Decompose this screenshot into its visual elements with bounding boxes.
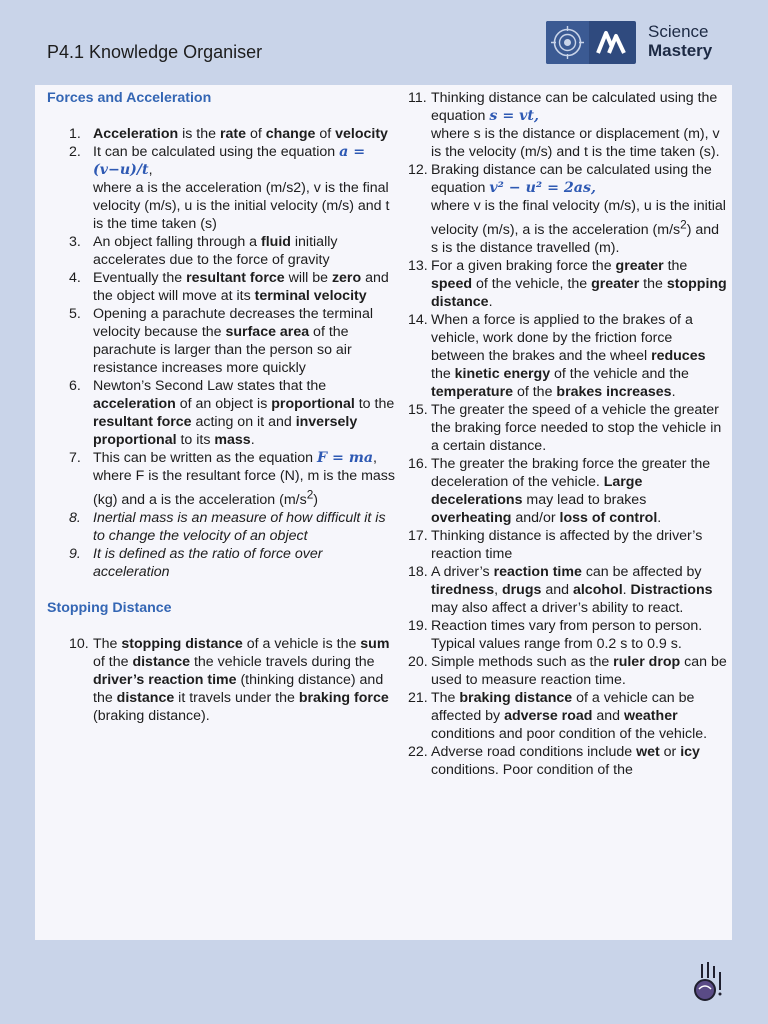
list-item — [47, 545, 397, 581]
list-item — [47, 509, 397, 545]
list-item — [408, 455, 728, 527]
list-item-number: 18. — [408, 563, 428, 580]
list-item — [47, 635, 397, 725]
list-item-text: Thinking distance is affected by the driver’s reaction time — [431, 527, 703, 562]
list-item-number: 12. — [408, 162, 428, 178]
list-item-text: When a force is applied to the brakes of a vehicle, work done by the friction force between the brakes and the wheel reduces the kinetic energy of the vehicle and the temperature of the brakes increases. — [431, 311, 706, 400]
brand-line-1: Science — [648, 22, 709, 41]
list-item — [47, 377, 397, 449]
list-item-text: An object falling through a fluid initially accelerates due to the force of gravity — [93, 234, 338, 268]
list-item-number: 14. — [408, 311, 428, 328]
list-item-number: 16. — [408, 455, 428, 472]
left-column — [47, 89, 397, 725]
list-item-text: Newton’s Second Law states that the acceleration of an object is proportional to the resultant force acting on it and inversely proportional to its mass. — [93, 378, 395, 448]
right-column — [408, 89, 728, 779]
section-heading-forces: Forces and Acceleration — [47, 90, 212, 106]
list-item — [408, 617, 728, 653]
list-item — [47, 143, 397, 233]
list-item — [47, 305, 397, 377]
list-item — [408, 563, 728, 617]
list-item-text: Inertial mass is an measure of how difficult it is to change the velocity of an object — [93, 509, 386, 544]
list-item-number: 2. — [69, 144, 81, 160]
list-item — [408, 689, 728, 743]
list-item-text: The stopping distance of a vehicle is the sum of the distance the vehicle travels during the driver’s reaction time (thinking distance) and the distance it travels under the braking force (braking distance). — [93, 635, 390, 724]
list-item-text: Adverse road conditions include wet or icy conditions. Poor condition of the — [431, 743, 700, 778]
forces-list — [47, 125, 397, 581]
list-item-text: Acceleration is the rate of change of velocity — [93, 126, 388, 142]
list-item-text: Braking distance can be calculated using the equation v² − u² = 2as, where v is the final velocity (m/s), u is the initial velocity (m/s), a is the acceleration $(m/s^2)$ and s is the distance travelled (m). — [431, 162, 726, 256]
list-item-text: Thinking distance can be calculated using the equation s = vt, where s is the distance or displacement (m), v is the velocity (m/s) and t is the time taken (s). — [431, 90, 720, 160]
list-item-number: 4. — [69, 270, 81, 286]
list-item-text: This can be written as the equation F = ma, where F is the resultant force (N), m is the mass (kg) and a is the acceleration $(m/s^2)$ — [93, 450, 395, 508]
list-item-number: 10. — [69, 635, 89, 652]
list-item-number: 15. — [408, 401, 428, 418]
list-item-text: It is defined as the ratio of force over acceleration — [93, 545, 323, 580]
page-title: P4.1 Knowledge Organiser — [47, 42, 263, 62]
list-item — [408, 653, 728, 689]
list-item-text: The greater the braking force the greater the deceleration of the vehicle. Large decelerations may lead to brakes overheating and/or loss of control. — [431, 455, 711, 526]
list-item-number: 17. — [408, 527, 428, 544]
list-item-text: Eventually the resultant force will be zero and the object will move at its terminal velocity — [93, 270, 389, 304]
list-item-text: The greater the speed of a vehicle the greater the braking force needed to stop the vehicle in a certain distance. — [431, 401, 722, 454]
list-item-text: For a given braking force the greater the speed of the vehicle, the greater the stopping distance. — [431, 257, 727, 310]
list-item-number: 19. — [408, 617, 428, 634]
list-item — [408, 401, 728, 455]
list-item — [408, 89, 728, 161]
list-item — [408, 743, 728, 779]
list-item-number: 11. — [408, 90, 427, 106]
stopping-list-continued — [408, 89, 728, 779]
list-item — [408, 257, 728, 311]
list-item-text: Reaction times vary from person to person. Typical values range from 0.2 s to 0.9 s. — [431, 617, 703, 652]
list-item-number: 13. — [408, 257, 428, 274]
list-item-number: 9. — [69, 545, 81, 562]
list-item — [47, 233, 397, 269]
flask-decoration-icon — [688, 960, 734, 1004]
brand-line-2: Mastery — [648, 41, 713, 60]
list-item-number: 6. — [69, 378, 81, 394]
list-item — [47, 269, 397, 305]
list-item-number: 1. — [69, 126, 81, 142]
list-item — [47, 449, 397, 509]
list-item-text: The braking distance of a vehicle can be affected by adverse road and weather conditions and poor condition of the vehicle. — [431, 689, 708, 742]
stopping-list — [47, 635, 397, 725]
list-item-number: 22. — [408, 743, 428, 760]
list-item-number: 8. — [69, 509, 81, 526]
list-item — [408, 527, 728, 563]
list-item-number: 20. — [408, 653, 428, 670]
list-item-text: A driver’s reaction time can be affected by tiredness, drugs and alcohol. Distractions may also affect a driver’s ability to react. — [431, 563, 713, 616]
list-item-text: It can be calculated using the equation a = (v−u)/t, where a is the acceleration (m/s2), v is the final velocity (m/s), u is the initial velocity (m/s) and t is the time taken (s) — [93, 144, 390, 232]
list-item-number: 7. — [69, 450, 81, 466]
list-item-number: 5. — [69, 306, 81, 322]
list-item-number: 21. — [408, 689, 428, 706]
list-item — [408, 161, 728, 257]
list-item-text: Simple methods such as the ruler drop can be used to measure reaction time. — [431, 653, 727, 688]
list-item-number: 3. — [69, 234, 81, 250]
science-mastery-logo-icon — [546, 21, 636, 64]
section-heading-stopping: Stopping Distance — [47, 599, 172, 616]
brand-name — [648, 22, 712, 60]
list-item — [408, 311, 728, 401]
list-item-text: Opening a parachute decreases the terminal velocity because the surface area of the parachute is larger than the person so air resistance increases more quickly — [93, 306, 373, 376]
list-item — [47, 125, 397, 143]
